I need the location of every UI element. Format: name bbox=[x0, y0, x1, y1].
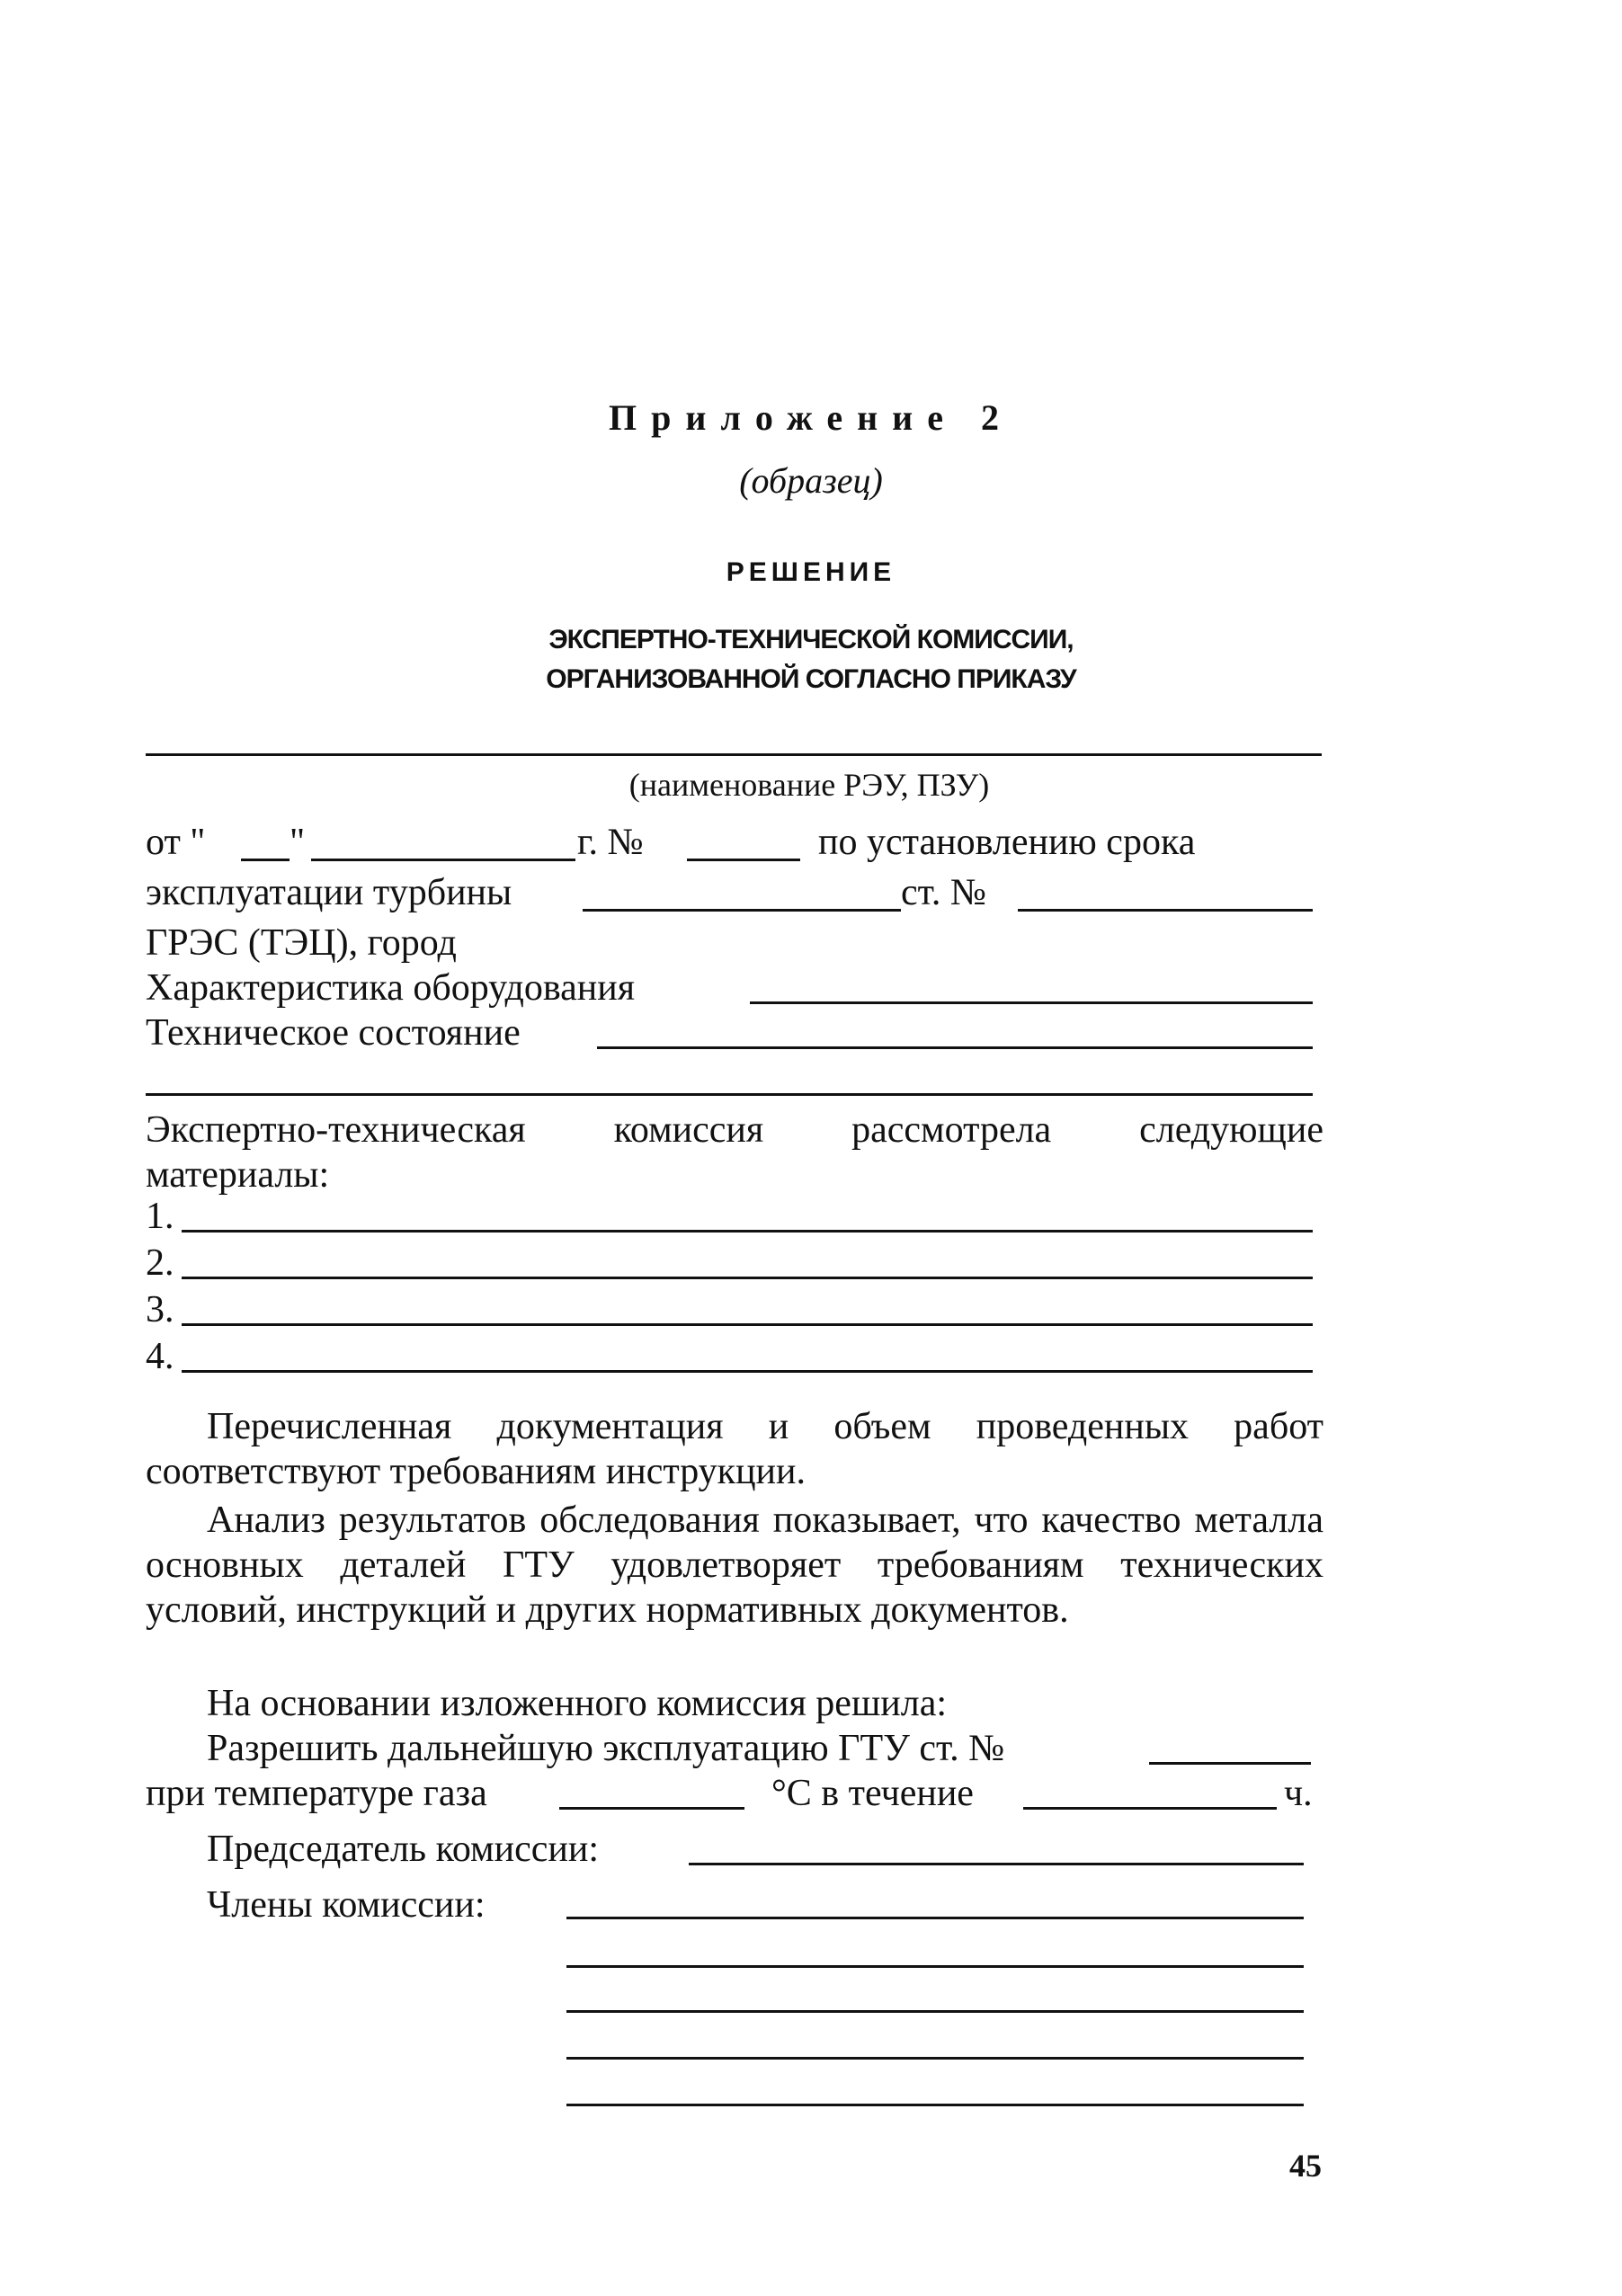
paragraph-analysis: Анализ результатов обследования показывает, что качество металла основных деталей ГТУ удовлетворяет требованиям технических условий, инструкций и других нормативных документов. bbox=[146, 1500, 1323, 1631]
page-number: 45 bbox=[1289, 2148, 1322, 2184]
turbine-label: эксплуатации турбины bbox=[146, 872, 512, 913]
quote-close: " bbox=[290, 822, 306, 863]
member-signature-field bbox=[566, 1917, 1304, 1919]
date-field bbox=[311, 859, 575, 861]
material-item-field bbox=[182, 1230, 1313, 1233]
materials-intro: Экспертно-техническая комиссия рассмотрела следующие bbox=[146, 1109, 1323, 1151]
turbine-field bbox=[583, 909, 901, 912]
condition-label: Техническое состояние bbox=[146, 1012, 521, 1054]
condition-field-extra bbox=[146, 1093, 1313, 1096]
decision-intro: На основании изложенного комиссия решила: bbox=[207, 1683, 948, 1724]
equipment-label: Характеристика оборудования bbox=[146, 967, 636, 1009]
order-number-field bbox=[687, 859, 800, 861]
gas-temperature-field bbox=[559, 1807, 744, 1810]
term-label: по установлению срока bbox=[818, 822, 1196, 863]
member-signature-field bbox=[566, 2057, 1304, 2060]
material-item-field bbox=[182, 1277, 1313, 1279]
equipment-field bbox=[750, 1001, 1313, 1004]
allow-label: Разрешить дальнейшую эксплуатацию ГТУ ст. № bbox=[207, 1728, 1005, 1769]
material-item-number: 1. bbox=[146, 1196, 174, 1237]
material-item-number: 4. bbox=[146, 1336, 174, 1377]
org-name-field bbox=[146, 753, 1322, 756]
material-item-number: 2. bbox=[146, 1242, 174, 1284]
from-label: от " bbox=[146, 822, 206, 863]
duration-field bbox=[1023, 1807, 1277, 1810]
commission-title-line2: ОРГАНИЗОВАННОЙ СОГЛАСНО ПРИКАЗУ bbox=[546, 664, 1076, 694]
decision-title: РЕШЕНИЕ bbox=[726, 557, 896, 587]
chairman-label: Председатель комиссии: bbox=[207, 1829, 599, 1870]
paragraph-documentation: Перечисленная документация и объем проведенных работ соответствуют требованиям инструкции. bbox=[146, 1406, 1323, 1492]
plant-label: ГРЭС (ТЭЦ), город bbox=[146, 922, 457, 964]
chairman-signature-field bbox=[689, 1863, 1304, 1865]
member-signature-field bbox=[566, 2104, 1304, 2106]
appendix-subtitle: (образец) bbox=[739, 460, 883, 501]
allow-station-field bbox=[1149, 1762, 1311, 1765]
member-signature-field bbox=[566, 2010, 1304, 2013]
commission-title-line1: ЭКСПЕРТНО-ТЕХНИЧЕСКОЙ КОМИССИИ, bbox=[548, 625, 1074, 654]
gas-temperature-label: при температуре газа bbox=[146, 1773, 487, 1814]
org-caption: (наименование РЭУ, ПЗУ) bbox=[628, 767, 990, 803]
members-label: Члены комиссии: bbox=[207, 1884, 486, 1926]
degrees-label: °С в течение bbox=[771, 1773, 974, 1814]
year-number-label: г. № bbox=[577, 822, 644, 863]
material-item-field bbox=[182, 1323, 1313, 1326]
material-item-field bbox=[182, 1370, 1313, 1373]
material-item-number: 3. bbox=[146, 1289, 174, 1330]
member-signature-field bbox=[566, 1965, 1304, 1968]
hours-label: ч. bbox=[1284, 1773, 1313, 1814]
day-field bbox=[241, 859, 290, 861]
station-number-label: ст. № bbox=[901, 872, 986, 913]
materials-label: материалы: bbox=[146, 1154, 330, 1196]
condition-field bbox=[597, 1046, 1313, 1049]
station-number-field bbox=[1018, 909, 1313, 912]
appendix-title: Приложение 2 bbox=[609, 397, 1013, 438]
